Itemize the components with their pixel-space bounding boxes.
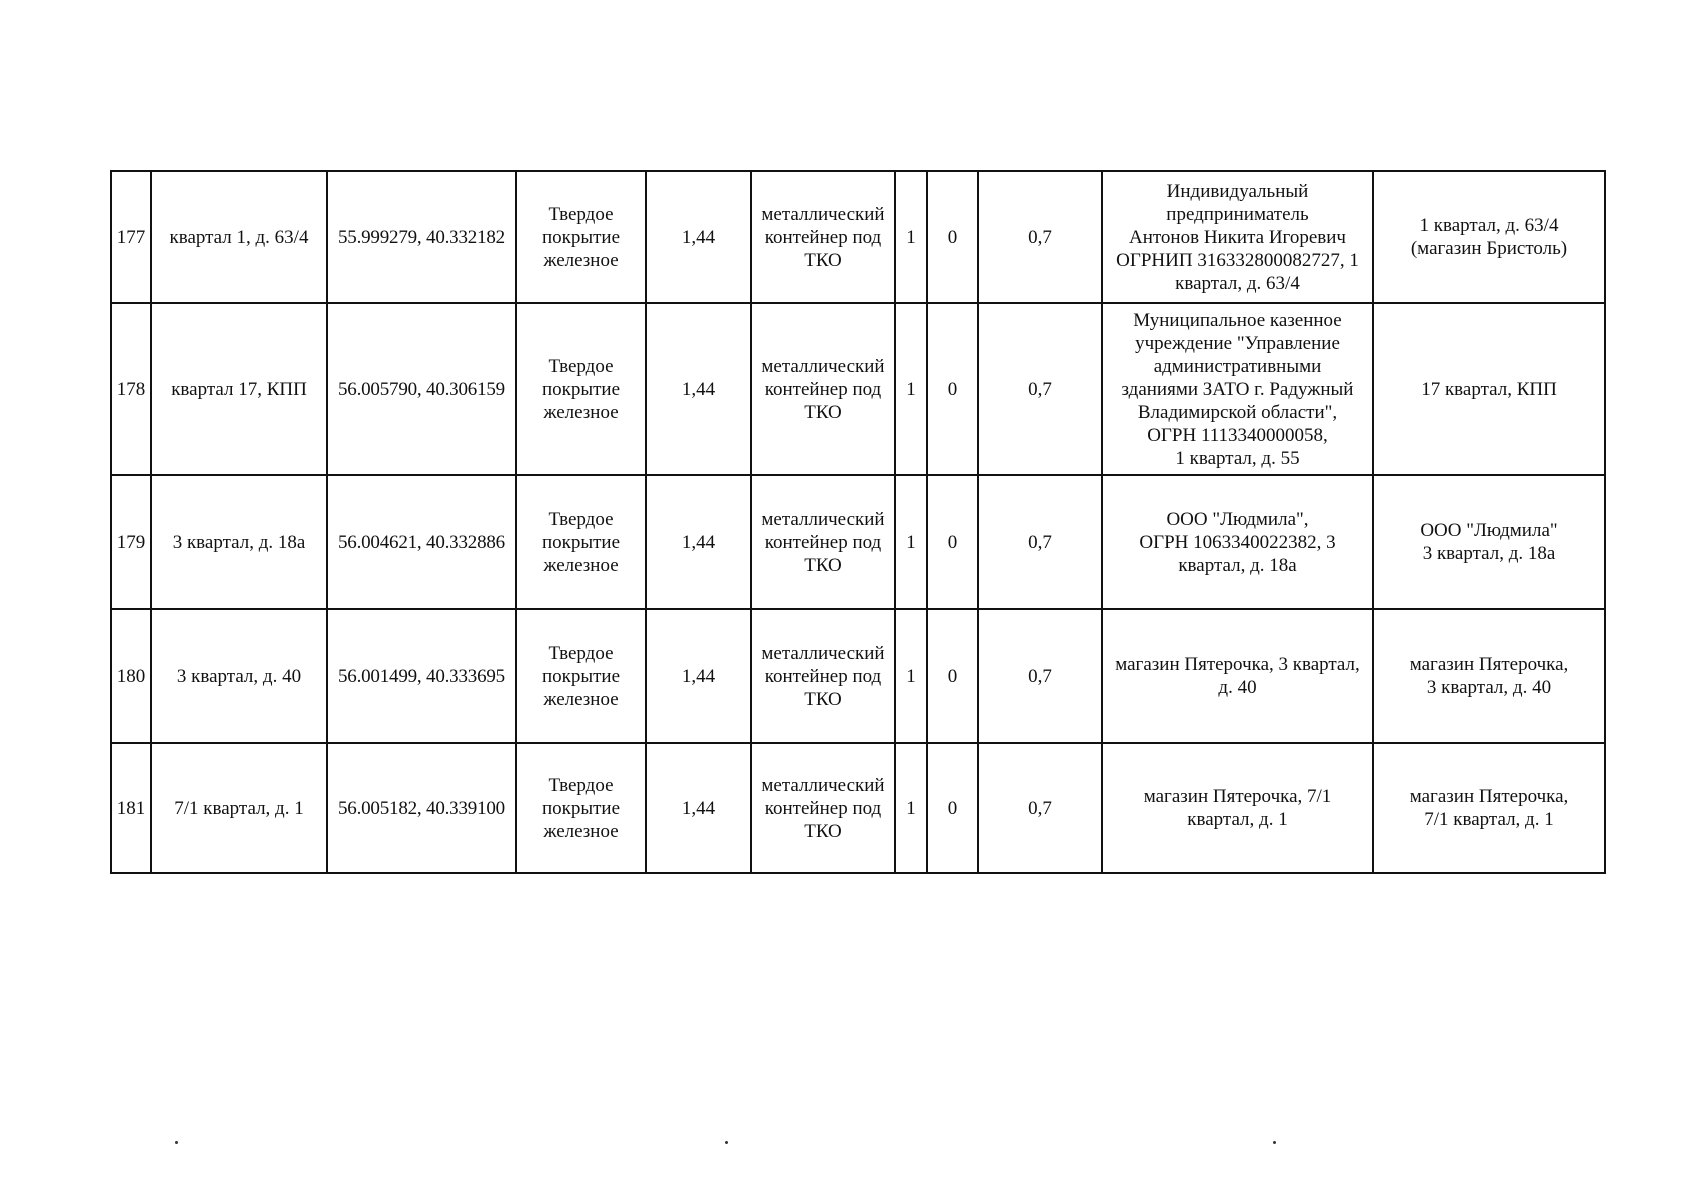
container-line: ТКО (804, 688, 842, 710)
container-count-cell: 1 (895, 475, 927, 609)
surface-line: железное (543, 554, 619, 576)
row-number-cell: 178 (111, 303, 151, 475)
owner-line: магазин Пятерочка, 7/1 (1143, 786, 1332, 807)
row-number-cell: 179 (111, 475, 151, 609)
table-row (111, 475, 1605, 609)
area-cell: 1,44 (646, 743, 751, 873)
surface-cell (516, 475, 646, 609)
owner-line: 1 квартал, д. 55 (1175, 447, 1300, 469)
surface-line: покрытие (541, 226, 621, 248)
owner-cell (1102, 609, 1373, 743)
address-cell: 3 квартал, д. 18а (151, 475, 327, 609)
surface-line: Твердое (548, 203, 614, 225)
container-line: металлический (761, 508, 885, 530)
document-page (110, 170, 1606, 874)
container-line: ТКО (804, 249, 842, 271)
scan-speck (725, 1141, 728, 1144)
waste-source-cell (1373, 303, 1605, 475)
container-type-cell (751, 303, 895, 475)
container-line: металлический (761, 355, 885, 377)
owner-cell (1102, 171, 1373, 303)
planned-count-cell: 0 (927, 475, 978, 609)
owner-line: административными (1153, 355, 1322, 377)
container-type-cell (751, 171, 895, 303)
table-row (111, 743, 1605, 873)
planned-count-cell: 0 (927, 743, 978, 873)
owner-line: учреждение "Управление (1135, 332, 1340, 354)
address-cell: квартал 17, КПП (151, 303, 327, 475)
source-line: (магазин Бристоль) (1410, 238, 1568, 259)
container-line: контейнер под (764, 531, 882, 553)
source-line: 1 квартал, д. 63/4 (1419, 215, 1559, 236)
source-line: 7/1 квартал, д. 1 (1424, 809, 1554, 830)
container-line: контейнер под (764, 226, 882, 248)
address-cell: 7/1 квартал, д. 1 (151, 743, 327, 873)
area-cell: 1,44 (646, 303, 751, 475)
owner-line: ОГРН 1113340000058, (1147, 424, 1328, 446)
source-line: 3 квартал, д. 18а (1422, 543, 1556, 564)
area-cell: 1,44 (646, 475, 751, 609)
container-count-cell: 1 (895, 171, 927, 303)
owner-line: Индивидуальный (1166, 180, 1309, 202)
row-number-cell: 180 (111, 609, 151, 743)
owner-line: ООО "Людмила", (1166, 508, 1309, 530)
surface-line: покрытие (541, 378, 621, 400)
owner-line: зданиями ЗАТО г. Радужный (1121, 378, 1354, 400)
waste-source-cell (1373, 609, 1605, 743)
owner-line: Антонов Никита Игоревич (1128, 226, 1346, 248)
owner-line: ОГРНИП 316332800082727, 1 (1116, 249, 1359, 271)
address-cell: 3 квартал, д. 40 (151, 609, 327, 743)
container-count-cell: 1 (895, 609, 927, 743)
owner-line: магазин Пятерочка, 3 квартал, (1115, 654, 1360, 675)
surface-line: покрытие (541, 531, 621, 553)
scan-speck (1273, 1141, 1276, 1144)
owner-cell (1102, 303, 1373, 475)
surface-line: железное (543, 401, 619, 423)
table-row (111, 303, 1605, 475)
volume-cell: 0,7 (978, 303, 1102, 475)
owner-line: предприниматель (1166, 203, 1309, 225)
owner-line: квартал, д. 1 (1187, 809, 1288, 830)
owner-cell (1102, 743, 1373, 873)
surface-line: покрытие (541, 665, 621, 687)
source-line: 3 квартал, д. 40 (1426, 677, 1552, 698)
address-cell: квартал 1, д. 63/4 (151, 171, 327, 303)
owner-line: ОГРН 1063340022382, 3 (1139, 531, 1336, 553)
surface-line: Твердое (548, 355, 614, 377)
planned-count-cell: 0 (927, 303, 978, 475)
waste-source-cell (1373, 475, 1605, 609)
container-count-cell: 1 (895, 743, 927, 873)
waste-source-cell (1373, 743, 1605, 873)
source-line: ООО "Людмила" (1420, 520, 1558, 541)
surface-cell (516, 303, 646, 475)
table-row (111, 171, 1605, 303)
waste-source-cell (1373, 171, 1605, 303)
volume-cell: 0,7 (978, 743, 1102, 873)
container-line: контейнер под (764, 378, 882, 400)
source-line: магазин Пятерочка, (1409, 786, 1569, 807)
surface-line: Твердое (548, 508, 614, 530)
coordinates-cell: 56.005182, 40.339100 (327, 743, 516, 873)
table-row (111, 609, 1605, 743)
owner-line: квартал, д. 18а (1178, 554, 1297, 576)
volume-cell: 0,7 (978, 609, 1102, 743)
container-line: контейнер под (764, 665, 882, 687)
surface-cell (516, 171, 646, 303)
container-line: металлический (761, 203, 885, 225)
planned-count-cell: 0 (927, 609, 978, 743)
planned-count-cell: 0 (927, 171, 978, 303)
coordinates-cell: 56.005790, 40.306159 (327, 303, 516, 475)
owner-line: Владимирской области", (1137, 401, 1338, 423)
surface-line: железное (543, 820, 619, 842)
volume-cell: 0,7 (978, 171, 1102, 303)
row-number-cell: 181 (111, 743, 151, 873)
surface-line: Твердое (548, 774, 614, 796)
surface-line: железное (543, 688, 619, 710)
owner-line: д. 40 (1218, 677, 1257, 698)
owner-line: квартал, д. 63/4 (1175, 272, 1300, 294)
owner-cell (1102, 475, 1373, 609)
container-line: металлический (761, 642, 885, 664)
container-type-cell (751, 609, 895, 743)
container-line: контейнер под (764, 797, 882, 819)
volume-cell: 0,7 (978, 475, 1102, 609)
container-line: металлический (761, 774, 885, 796)
container-line: ТКО (804, 401, 842, 423)
surface-cell (516, 743, 646, 873)
scan-speck (175, 1141, 178, 1144)
surface-line: покрытие (541, 797, 621, 819)
coordinates-cell: 56.004621, 40.332886 (327, 475, 516, 609)
coordinates-cell: 55.999279, 40.332182 (327, 171, 516, 303)
container-count-cell: 1 (895, 303, 927, 475)
surface-cell (516, 609, 646, 743)
coordinates-cell: 56.001499, 40.333695 (327, 609, 516, 743)
area-cell: 1,44 (646, 609, 751, 743)
container-line: ТКО (804, 554, 842, 576)
container-line: ТКО (804, 820, 842, 842)
surface-line: Твердое (548, 642, 614, 664)
container-type-cell (751, 743, 895, 873)
source-line: 17 квартал, КПП (1421, 378, 1557, 400)
source-line: магазин Пятерочка, (1409, 654, 1569, 675)
area-cell: 1,44 (646, 171, 751, 303)
waste-sites-table (110, 170, 1606, 874)
owner-line: Муниципальное казенное (1133, 309, 1342, 331)
container-type-cell (751, 475, 895, 609)
surface-line: железное (543, 249, 619, 271)
row-number-cell: 177 (111, 171, 151, 303)
